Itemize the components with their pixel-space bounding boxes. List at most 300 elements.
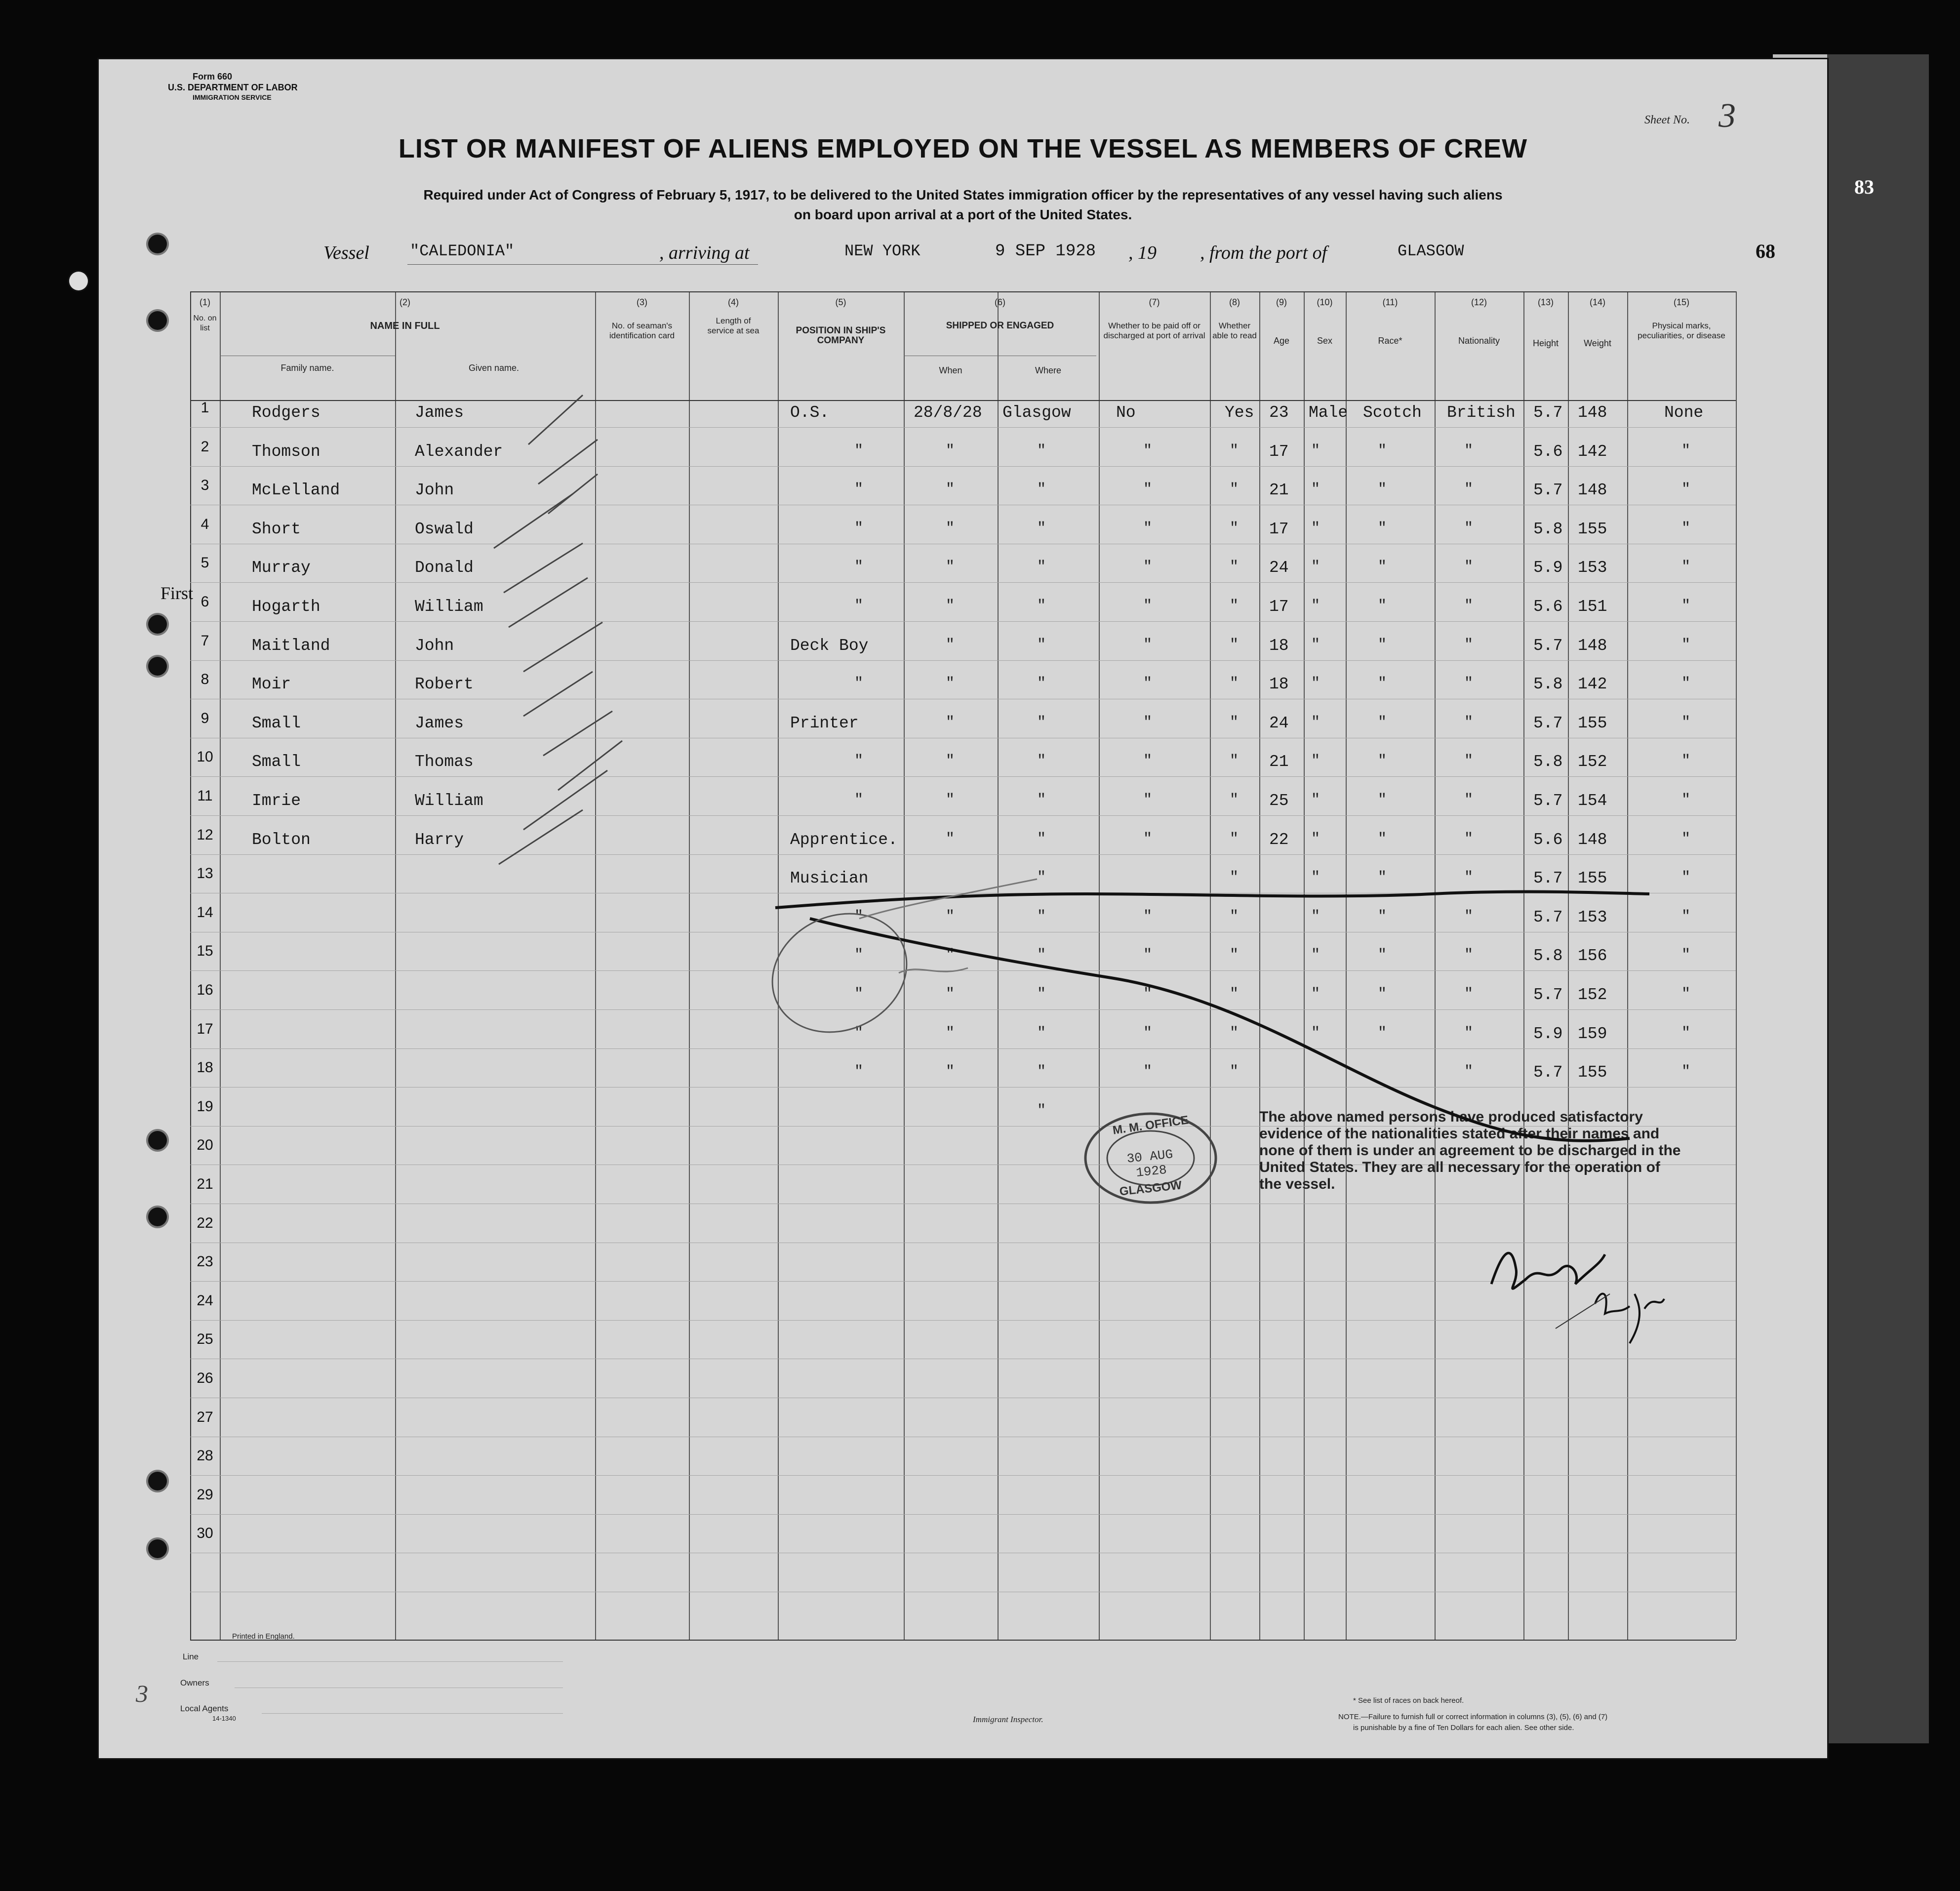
shipped-when-ditto: " [946,714,955,731]
physical-marks-ditto: " [1681,443,1691,459]
height: 5.8 [1533,753,1563,771]
paid-off: No [1116,403,1136,422]
race-ditto: " [1378,520,1387,537]
nationality-ditto: " [1464,831,1474,847]
weight: 155 [1578,869,1607,887]
row-number: 25 [197,1331,213,1347]
row-number: 11 [197,788,213,804]
col-10-header: Sex [1317,336,1333,346]
family-name: Rodgers [252,403,320,422]
footer-line-label: Line [183,1652,199,1661]
punch-hole [148,1131,167,1150]
weight: 152 [1578,986,1607,1004]
row-rule [190,1514,1736,1515]
row-number: 15 [197,943,213,959]
nationality-ditto: " [1464,792,1474,808]
paid-off-ditto: " [1143,637,1153,653]
sex-ditto: " [1311,443,1320,459]
nationality-ditto: " [1464,947,1474,964]
sex: Male [1309,403,1348,422]
physical-marks: None [1664,403,1704,422]
row-rule [190,466,1736,467]
shipped-when-ditto: " [946,598,955,614]
age: 21 [1269,753,1289,771]
weight: 148 [1578,831,1607,849]
shipped-when-ditto: " [946,831,955,847]
position: Musician [790,869,869,887]
nationality-ditto: " [1464,1063,1474,1080]
position-ditto: " [854,908,864,925]
col-6-header: SHIPPED OR ENGAGED [946,321,1054,331]
nationality-statement: The above named persons have produced satisfactory evidence of the nationalities stated after their names and none of them is under an agreement to be discharged in the United States. They are all necessary for the operation of the vessel. [1259,1109,1681,1192]
weight: 148 [1578,481,1607,499]
position-ditto: " [854,559,864,575]
able-to-read-ditto: " [1230,637,1239,653]
sex-ditto: " [1311,714,1320,731]
shipped-when-ditto: " [946,1063,955,1080]
col-6b-header: Where [1035,365,1061,375]
column-rule [1568,291,1569,1640]
row-rule [190,582,1736,583]
physical-marks-ditto: " [1681,869,1691,886]
paid-off-ditto: " [1143,792,1153,808]
row-number: 12 [197,827,213,843]
officer-signature [1481,1195,1704,1383]
row-number: 29 [197,1487,213,1503]
age: 18 [1269,637,1289,655]
punch-hole [148,311,167,330]
given-name: Donald [415,559,474,577]
shipped-when-ditto: " [946,1025,955,1042]
footnote-fine-1: NOTE.—Failure to furnish full or correct information in columns (3), (5), (6) and (7) [1338,1713,1608,1721]
column-rule [220,291,221,1640]
nationality-ditto: " [1464,443,1474,459]
column-rule [1346,291,1347,1640]
col-2-number: (2) [400,297,410,307]
able-to-read-ditto: " [1230,714,1239,731]
sex-ditto: " [1311,792,1320,808]
physical-marks-ditto: " [1681,1025,1691,1042]
given-name: Oswald [415,520,474,538]
nationality-ditto: " [1464,637,1474,653]
col-4-number: (4) [728,297,739,307]
col-2a-header: Family name. [280,363,334,373]
family-name: Moir [252,675,291,693]
shipped-where-ditto: " [1037,598,1046,614]
able-to-read-ditto: " [1230,1025,1239,1042]
shipped-where-ditto: " [1037,443,1046,459]
age: 23 [1269,403,1289,422]
height: 5.9 [1533,1025,1563,1043]
shipped-where-ditto: " [1037,675,1046,692]
weight: 156 [1578,947,1607,965]
first-annotation: First [160,583,194,603]
arriving-label: , arriving at [659,242,750,263]
physical-marks-ditto: " [1681,481,1691,498]
row-rule [190,621,1736,622]
race-ditto: " [1378,481,1387,498]
punch-hole [148,1472,167,1490]
nationality-ditto: " [1464,908,1474,925]
sex-ditto: " [1311,1025,1320,1042]
row-number: 30 [197,1525,213,1541]
family-name: Thomson [252,443,320,461]
col-3-header: No. of seaman's identification card [609,321,675,340]
sex-ditto: " [1311,637,1320,653]
form-number: Form 660 [192,72,233,81]
position-ditto: " [854,792,864,808]
mm-office-stamp [1081,1109,1220,1207]
row-number: 10 [197,749,213,765]
able-to-read-ditto: " [1230,753,1239,769]
age: 17 [1269,520,1289,538]
height: 5.7 [1533,792,1563,810]
service-label: IMMIGRATION SERVICE [193,93,272,101]
shipped-where-ditto: " [1037,792,1046,808]
shipped-where-ditto: " [1037,1025,1046,1042]
row-number: 28 [197,1448,213,1464]
row-rule [190,660,1736,661]
footnote-races: * See list of races on back hereof. [1353,1696,1464,1705]
weight: 159 [1578,1025,1607,1043]
height: 5.6 [1533,831,1563,849]
shipped-when-ditto: " [946,908,955,925]
column-rule [1435,291,1436,1640]
given-name: Thomas [415,753,474,771]
weight: 152 [1578,753,1607,771]
race-ditto: " [1378,831,1387,847]
physical-marks-ditto: " [1681,714,1691,731]
vessel-underline [407,264,758,265]
able-to-read-ditto: " [1230,792,1239,808]
column-rule [1736,291,1737,1640]
column-rule [998,291,999,1640]
column-rule [778,291,779,1640]
vessel-name: "CALEDONIA" [410,242,515,260]
row-number: 2 [200,439,209,455]
weight: 142 [1578,675,1607,693]
row-number: 13 [197,865,213,882]
stamp-glasgow-text: GLASGOW [1119,1178,1183,1199]
shipped-where-ditto: " [1037,637,1046,653]
shipped-where-ditto: " [1037,520,1046,537]
shipped-where-ditto: " [1037,1102,1046,1119]
weight: 153 [1578,908,1607,926]
row-number: 16 [197,982,213,998]
paid-off-ditto: " [1143,481,1153,498]
age: 18 [1269,675,1289,693]
col-12-header: Nationality [1458,336,1500,346]
given-name: William [415,598,483,616]
paid-off-ditto: " [1143,675,1153,692]
position: O.S. [790,403,830,422]
row-rule [190,854,1736,855]
vessel-label: Vessel [323,242,369,263]
row-rule [190,1475,1736,1476]
weight: 151 [1578,598,1607,616]
race: Scotch [1363,403,1422,422]
height: 5.7 [1533,403,1563,422]
col-1-header: No. on list [193,314,217,332]
arrival-date: 9 SEP 1928 [995,242,1096,261]
race-ditto: " [1378,559,1387,575]
margin-number-68: 68 [1756,240,1775,262]
col-4-header: Length of service at sea [707,316,760,335]
given-name: John [415,481,454,499]
position: Apprentice. [790,831,898,849]
height: 5.8 [1533,520,1563,538]
immigrant-inspector-label: Immigrant Inspector. [973,1715,1043,1724]
able-to-read-ditto: " [1230,908,1239,925]
physical-marks-ditto: " [1681,675,1691,692]
column-rule [1523,291,1524,1640]
margin-handwritten-mark: 3 [136,1680,148,1707]
race-ditto: " [1378,637,1387,653]
shipped-when-ditto: " [946,637,955,653]
year-label: , 19 [1128,242,1157,263]
col-11-number: (11) [1382,297,1398,307]
physical-marks-ditto: " [1681,792,1691,808]
col-10-number: (10) [1317,297,1333,307]
height: 5.6 [1533,443,1563,461]
able-to-read-ditto: " [1230,831,1239,847]
col-1-number: (1) [200,297,210,307]
col-14-number: (14) [1589,297,1605,307]
race-ditto: " [1378,1025,1387,1042]
paid-off-ditto: " [1143,598,1153,614]
col-15-header: Physical marks, peculiarities, or disease [1638,321,1725,340]
age: 17 [1269,443,1289,461]
subtitle-line-2: on board upon arrival at a port of the United States. [794,207,1132,222]
col-8-number: (8) [1229,297,1240,307]
sex-ditto: " [1311,908,1320,925]
position: Deck Boy [790,637,869,655]
paid-off-ditto: " [1143,520,1153,537]
row-number: 17 [197,1021,213,1037]
shipped-where-ditto: " [1037,986,1046,1003]
nationality-ditto: " [1464,869,1474,886]
position-ditto: " [854,520,864,537]
able-to-read-ditto: " [1230,675,1239,692]
footer-agents-rule [262,1713,563,1714]
row-rule [190,1009,1736,1010]
page-title: LIST OR MANIFEST OF ALIENS EMPLOYED ON THE VESSEL AS MEMBERS OF CREW [398,134,1528,163]
paid-off-ditto: " [1143,986,1153,1003]
col-2-header: NAME IN FULL [370,321,440,331]
family-name: McLelland [252,481,340,499]
col-6a-header: When [939,365,962,375]
row-number: 22 [197,1215,213,1231]
row-number: 24 [197,1292,213,1309]
shipped-when: 28/8/28 [914,403,982,422]
height: 5.7 [1533,714,1563,732]
punch-hole [148,235,167,253]
weight: 155 [1578,1063,1607,1082]
col-7-number: (7) [1149,297,1160,307]
shipped-when-ditto: " [946,675,955,692]
row-rule [190,776,1736,777]
binder-hole [69,272,88,290]
given-name: James [415,403,464,422]
column-rule [595,291,596,1640]
shipped-where-ditto: " [1037,947,1046,964]
row-number: 8 [200,671,209,687]
position-ditto: " [854,1025,864,1042]
column-rule [689,291,690,1640]
race-ditto: " [1378,792,1387,808]
column-rule [1210,291,1211,1640]
weight: 155 [1578,714,1607,732]
column-rule [1259,291,1260,1640]
shipped-where-ditto: " [1037,481,1046,498]
able-to-read-ditto: " [1230,947,1239,964]
row-number: 4 [200,516,209,532]
row-number: 14 [197,904,213,921]
family-name: Small [252,714,301,732]
nationality-ditto: " [1464,986,1474,1003]
weight: 155 [1578,520,1607,538]
position-ditto: " [854,986,864,1003]
race-ditto: " [1378,714,1387,731]
footer-form-code: 14-1340 [212,1715,236,1722]
race-ditto: " [1378,753,1387,769]
row-rule [190,1048,1736,1049]
col-5-header: POSITION IN SHIP'S COMPANY [796,325,886,346]
shipped-when-ditto: " [946,792,955,808]
height: 5.7 [1533,481,1563,499]
manifest-page [99,59,1874,1758]
able-to-read: Yes [1225,403,1254,422]
nationality-ditto: " [1464,559,1474,575]
row-rule [190,427,1736,428]
sex-ditto: " [1311,753,1320,769]
height: 5.7 [1533,1063,1563,1082]
given-name: Robert [415,675,474,693]
position-ditto: " [854,443,864,459]
able-to-read-ditto: " [1230,598,1239,614]
col-9-number: (9) [1276,297,1287,307]
subtitle-line-1: Required under Act of Congress of February 5, 1917, to be delivered to the United States immigration officer by the representatives of any vessel having such aliens [423,187,1503,202]
row-number: 19 [197,1098,213,1115]
sheet-label: Sheet No. [1644,114,1690,126]
family-name: Bolton [252,831,311,849]
nationality-ditto: " [1464,753,1474,769]
age: 24 [1269,714,1289,732]
sex-ditto: " [1311,986,1320,1003]
physical-marks-ditto: " [1681,986,1691,1003]
shipped-where-ditto: " [1037,714,1046,731]
row-number: 7 [200,633,209,649]
shipped-where-ditto: " [1037,753,1046,769]
footnote-fine-2: is punishable by a fine of Ten Dollars for each alien. See other side. [1353,1724,1574,1732]
weight: 153 [1578,559,1607,577]
able-to-read-ditto: " [1230,559,1239,575]
race-ditto: " [1378,598,1387,614]
able-to-read-ditto: " [1230,520,1239,537]
table-bottom-rule [190,1640,1736,1641]
given-name: Harry [415,831,464,849]
col-2b-header: Given name. [468,363,520,373]
given-name: James [415,714,464,732]
column-rule [1099,291,1100,1640]
paid-off-ditto: " [1143,908,1153,925]
physical-marks-ditto: " [1681,831,1691,847]
margin-number-83: 83 [1854,176,1874,198]
punch-hole [148,1539,167,1558]
punch-hole [148,657,167,676]
family-name: Hogarth [252,598,320,616]
footer-line-rule [217,1661,563,1662]
position: Printer [790,714,859,732]
height: 5.8 [1533,675,1563,693]
race-ditto: " [1378,443,1387,459]
department-label: U.S. DEPARTMENT OF LABOR [168,82,298,92]
shipped-where: Glasgow [1002,403,1071,422]
paid-off-ditto: " [1143,1063,1153,1080]
position-ditto: " [854,947,864,964]
height: 5.7 [1533,637,1563,655]
col-13-number: (13) [1537,297,1554,307]
column-rule [1304,291,1305,1640]
arrival-port: NEW YORK [844,242,920,260]
position-ditto: " [854,598,864,614]
row-number: 23 [197,1253,213,1270]
nationality: British [1447,403,1516,422]
shipped-when-ditto: " [946,947,955,964]
height: 5.7 [1533,869,1563,887]
punch-hole [148,1207,167,1226]
age: 21 [1269,481,1289,499]
race-ditto: " [1378,869,1387,886]
col-3-number: (3) [637,297,647,307]
row-rule [190,970,1736,971]
row-rule [190,815,1736,816]
col-12-number: (12) [1471,297,1487,307]
sex-ditto: " [1311,520,1320,537]
row-number: 26 [197,1370,213,1386]
paid-off-ditto: " [1143,947,1153,964]
footer-agents-label: Local Agents [180,1704,229,1713]
height: 5.9 [1533,559,1563,577]
weight: 154 [1578,792,1607,810]
age: 25 [1269,792,1289,810]
shipped-where-ditto: " [1037,559,1046,575]
paid-off-ditto: " [1143,443,1153,459]
paid-off-ditto: " [1143,831,1153,847]
physical-marks-ditto: " [1681,908,1691,925]
able-to-read-ditto: " [1230,986,1239,1003]
shipped-where-ditto: " [1037,869,1046,886]
sex-ditto: " [1311,947,1320,964]
shipped-when-ditto: " [946,481,955,498]
weight: 142 [1578,443,1607,461]
family-name: Maitland [252,637,330,655]
family-name: Murray [252,559,311,577]
from-port-label: , from the port of [1200,242,1327,263]
physical-marks-ditto: " [1681,520,1691,537]
weight: 148 [1578,637,1607,655]
nationality-ditto: " [1464,520,1474,537]
row-number: 18 [197,1059,213,1076]
family-name: Imrie [252,792,301,810]
given-name: John [415,637,454,655]
height: 5.6 [1533,598,1563,616]
height: 5.8 [1533,947,1563,965]
able-to-read-ditto: " [1230,869,1239,886]
nationality-ditto: " [1464,481,1474,498]
col-8-header: Whether able to read [1212,321,1257,340]
column-rule [395,291,396,1640]
